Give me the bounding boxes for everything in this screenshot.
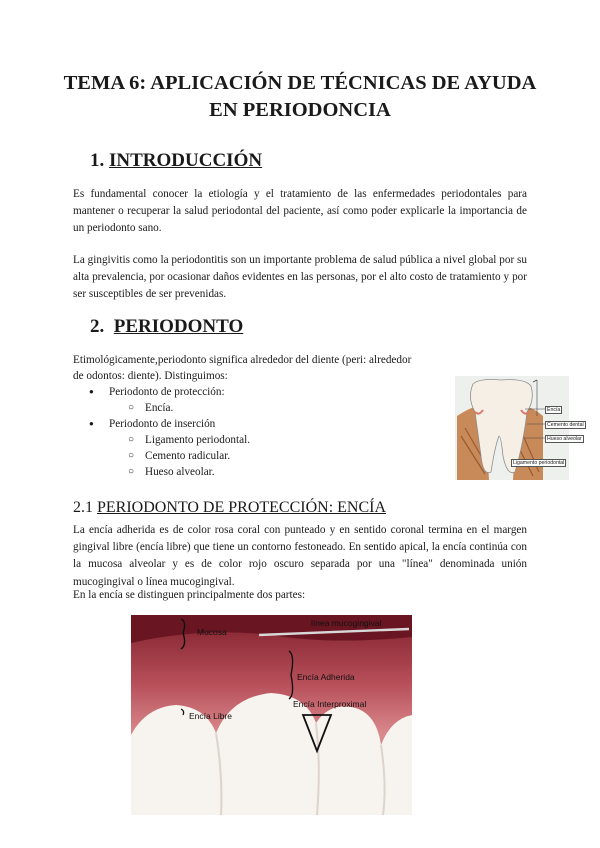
label-encia-interproximal: Encía Interproximal: [293, 699, 367, 709]
list-item: [73, 384, 250, 416]
label-encia-adherida: Encía Adherida: [297, 672, 355, 682]
section-2-heading: [90, 316, 243, 338]
list-item-label: Periodonto de protección:: [109, 386, 225, 398]
gingiva-illustration: [131, 615, 412, 815]
sub-list-item: ○ Hueso alveolar.: [109, 464, 250, 480]
encia-parts-intro: En la encía se distinguen principalmente dos partes:: [73, 589, 306, 601]
periodonto-intro-line2: de odontos: diente). Distinguimos:: [73, 370, 228, 382]
section-1-heading: [90, 150, 262, 172]
section-2-title: PERIODONTO: [113, 316, 244, 337]
section-2-number: 2.: [90, 316, 105, 337]
section-2-1-number: 2.1: [73, 499, 93, 516]
sub-list-item: ○ Ligamento periodontal.: [109, 432, 250, 448]
section-2-1-heading: [73, 498, 386, 518]
page-title: TEMA 6: APLICACIÓN DE TÉCNICAS DE AYUDA EN PERIODONCIA: [63, 72, 537, 121]
sub-list-item: ○ Cemento radicular.: [109, 448, 250, 464]
gingiva-photo: [131, 615, 412, 815]
periodonto-intro-line1: Etimológicamente,periodonto significa alrededor del diente (peri: alrededor: [73, 354, 412, 366]
label-ligamento: Ligamento periodontal: [513, 460, 565, 466]
encia-paragraph: La encía adherida es de color rosa coral con punteado y en sentido coronal termina en el margen gingival libre (encía libre) que tiene un contorno festoneado. En sentido apical, la encía continúa con la mucosa alveolar y es de color rojo oscuro separada por una "línea" denominada unión mucogingival o línea mucogingival.: [73, 524, 527, 588]
periodonto-diagram: [455, 376, 584, 480]
list-item-label: Periodonto de inserción: [109, 418, 216, 430]
section-1-number: 1.: [90, 150, 105, 171]
periodonto-list: [73, 384, 250, 480]
label-encia-libre: Encía Libre: [189, 711, 232, 721]
label-mucosa: Mucosa: [197, 627, 227, 637]
intro-paragraph-2: La gingivitis como la periodontitis son un importante problema de salud pública a nivel global por su alta prevalencia, por ocasionar daños evidentes en las personas, por el alto costo de tratamiento y por ser susceptibles de ser prevenidas.: [73, 254, 527, 301]
label-cemento: Cemento dental: [547, 422, 584, 428]
label-encia: Encía: [547, 407, 561, 413]
section-2-1-title: PERIODONTO DE PROTECCIÓN: ENCÍA: [97, 499, 387, 516]
sub-list-item: ○ Encía.: [109, 400, 250, 416]
periodonto-intro: [73, 352, 453, 384]
intro-paragraph-1: Es fundamental conocer la etiología y el tratamiento de las enfermedades periodontales para mantener o recuperar la salud periodontal del paciente, así como poder explicarle la importancia de un periodonto sano.: [73, 188, 527, 235]
list-item: [73, 416, 250, 480]
label-hueso: Hueso alveolar: [547, 436, 582, 442]
section-1-title: INTRODUCCIÓN: [109, 150, 263, 171]
label-linea-mucogingival: línea mucogingival: [311, 618, 382, 628]
